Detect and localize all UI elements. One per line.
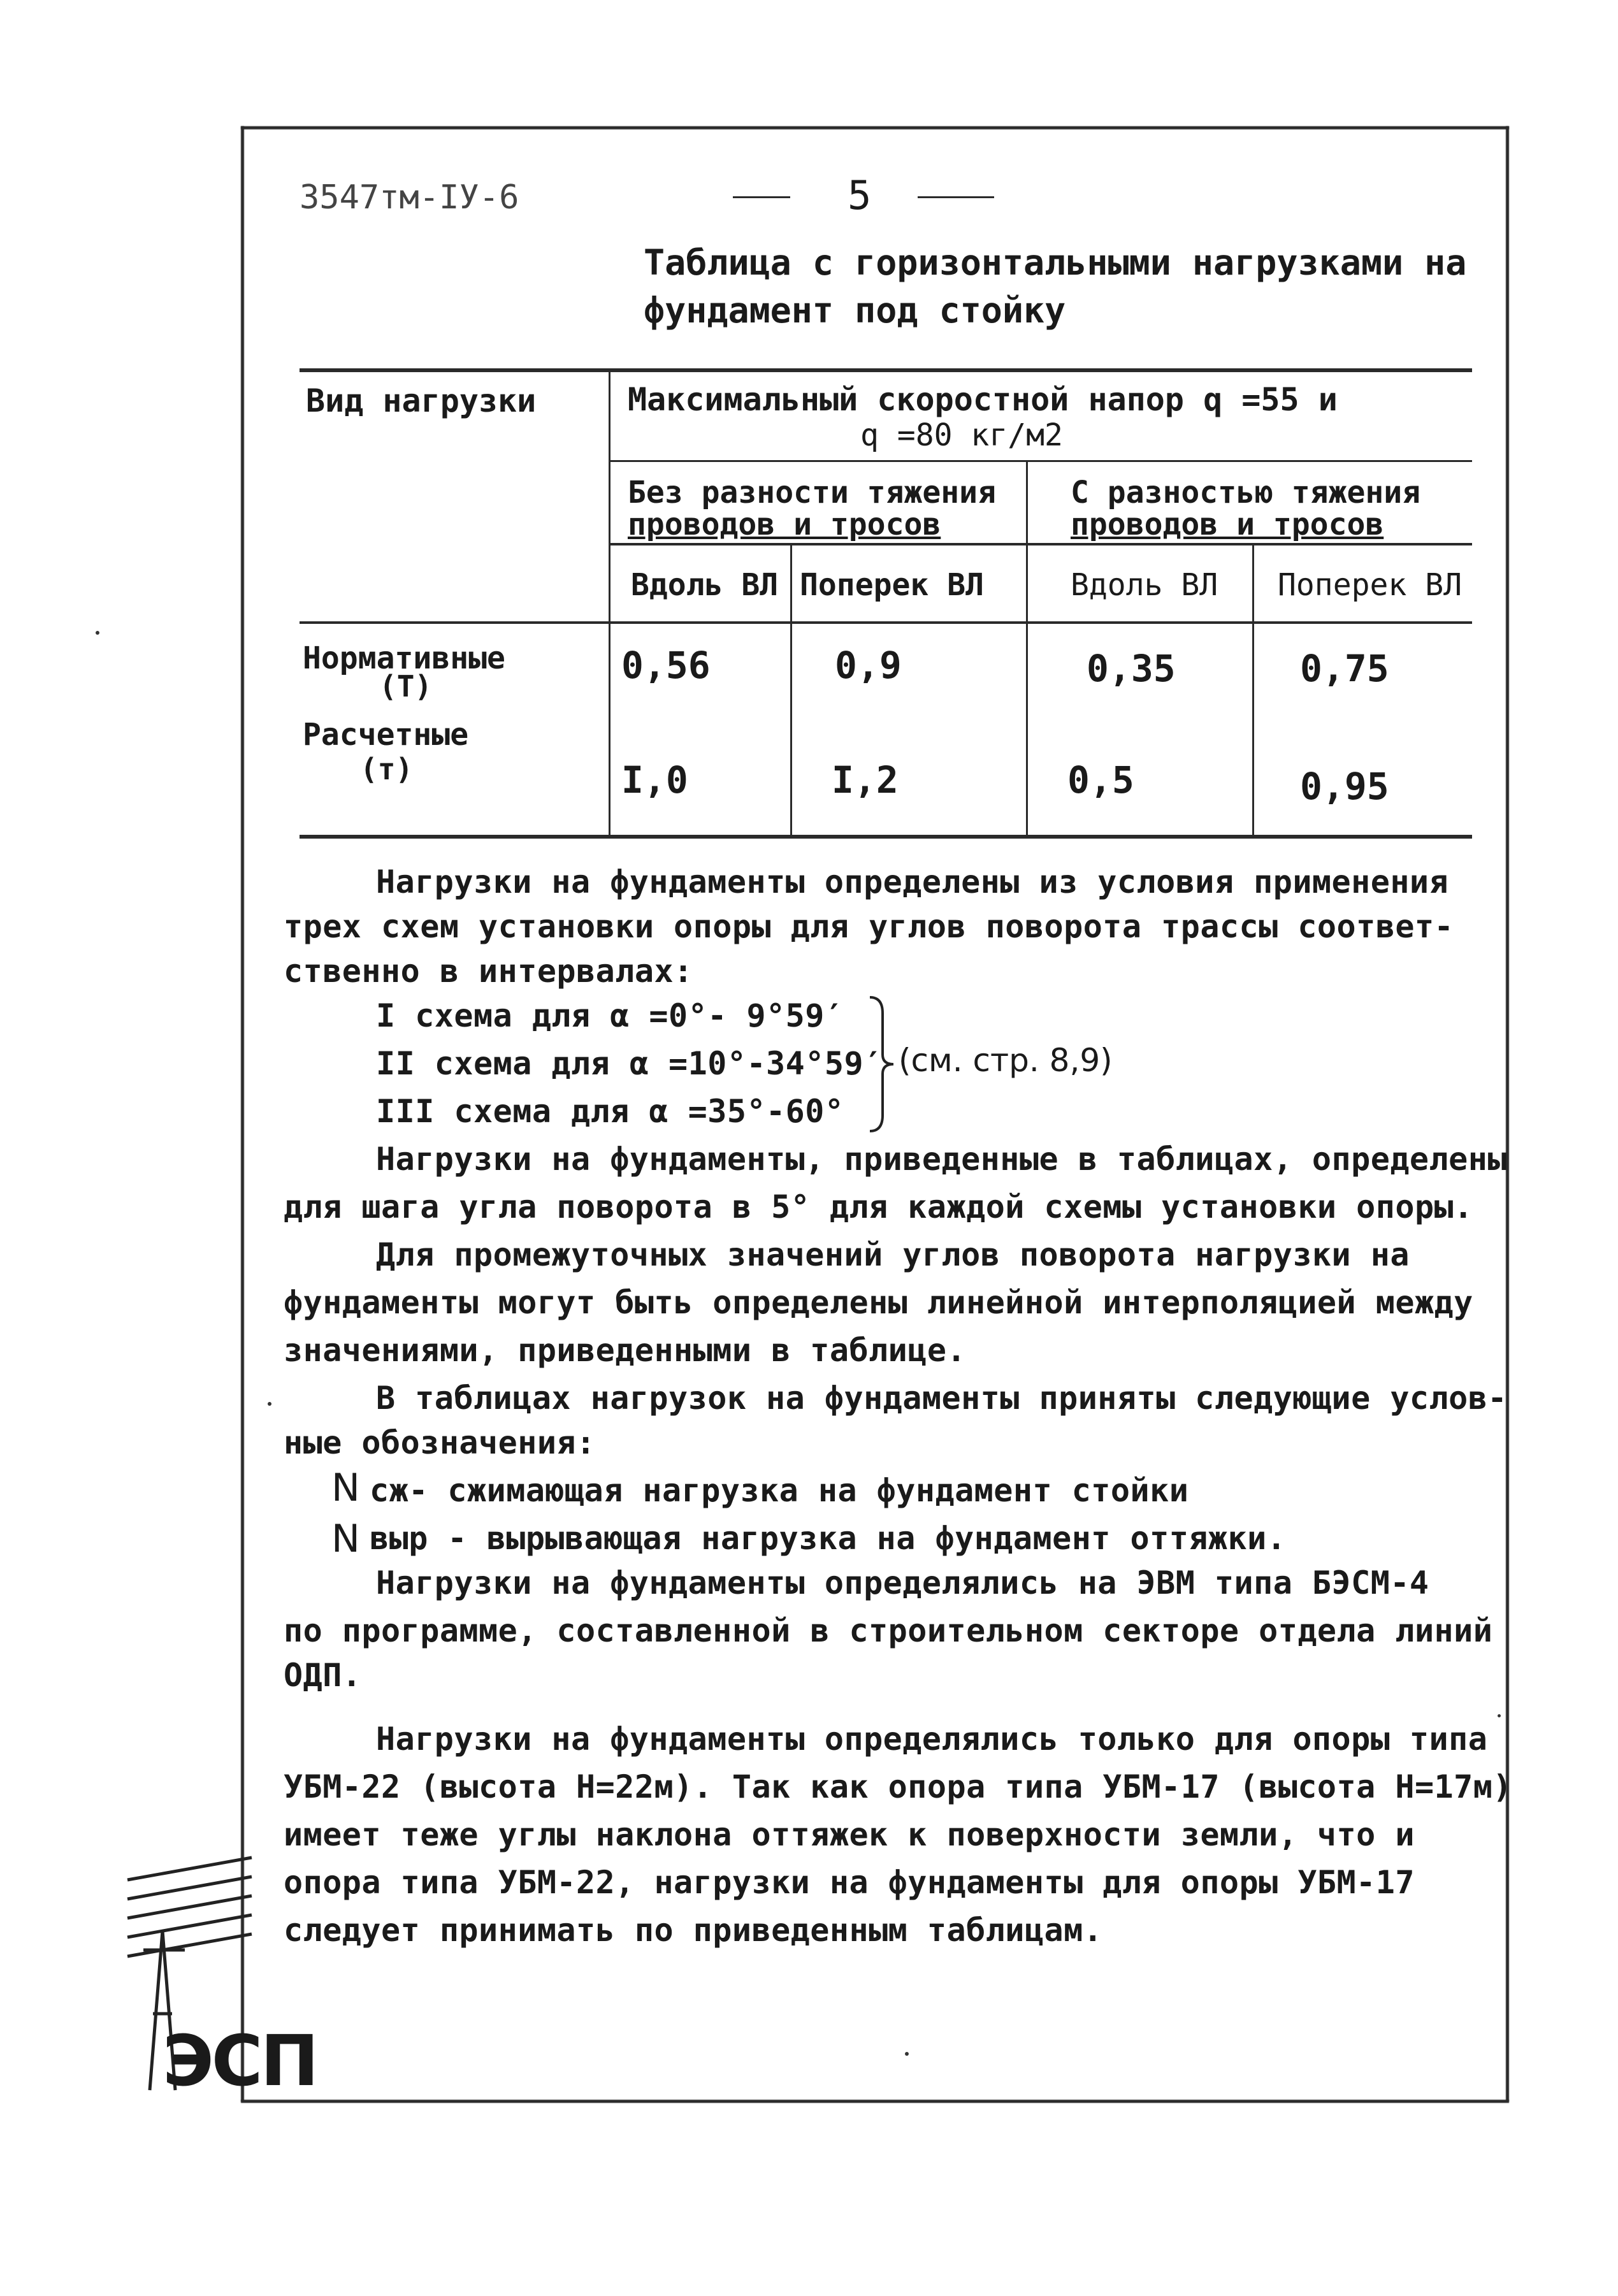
cell-normative-along-1: 0,56 <box>621 644 711 687</box>
paragraph-6-line-5: следует принимать по приведенным таблицам. <box>284 1912 1103 1949</box>
paragraph-3-line-3: значениями, приведенными в таблице. <box>284 1332 967 1369</box>
scheme-brace <box>867 994 899 1137</box>
paragraph-5-line-1: Нагрузки на фундаменты определялись на ЭВМ типа БЭСМ-4 <box>376 1564 1429 1601</box>
page-number-dash-right <box>918 196 994 198</box>
paragraph-2-line-2: для шага угла поворота в 5° для каждой схемы установки опоры. <box>284 1188 1473 1225</box>
paragraph-4-line-2: ные обозначения: <box>284 1424 596 1461</box>
cell-calculated-across-2: 0,95 <box>1300 765 1389 808</box>
sub-header-along-2: Вдоль ВЛ <box>1071 567 1218 603</box>
max-pressure-header-line1: Максимальный скоростной напор q =55 и <box>628 381 1338 418</box>
column-header-load-type: Вид нагрузки <box>306 382 537 419</box>
scheme-2: II схема для α =10°-34°59′ <box>376 1045 883 1082</box>
row-unit-calculated: (т) <box>360 752 414 786</box>
notation-1-text: сж- сжимающая нагрузка на фундамент стойки <box>370 1472 1189 1509</box>
max-pressure-header-line2: q =80 кг/м2 <box>860 417 1063 453</box>
paragraph-5-line-2: по программе, составленной в строительном секторе отдела линий <box>284 1612 1493 1649</box>
scheme-page-reference: (см. стр. 8,9) <box>899 1042 1113 1079</box>
notation-2-symbol: N <box>331 1517 360 1561</box>
paragraph-1-line-3: ственно в интервалах: <box>284 953 693 990</box>
scan-speck <box>905 2052 909 2056</box>
notation-1-symbol: N <box>331 1466 360 1510</box>
paragraph-6-line-2: УБМ-22 (высота Н=22м). Так как опора типа УБМ-17 (высота Н=17м) <box>284 1768 1512 1805</box>
cell-calculated-along-1: I,0 <box>621 758 688 802</box>
page-number-dash-left <box>733 196 790 198</box>
page-number: 5 <box>848 172 872 219</box>
paragraph-5-line-3: ОДП. <box>284 1657 362 1694</box>
scheme-3: III схема для α =35°-60° <box>376 1093 844 1130</box>
cell-normative-along-2: 0,35 <box>1087 647 1176 690</box>
esp-logo <box>124 1854 317 2102</box>
paragraph-6-line-3: имеет теже углы наклона оттяжек к поверхности земли, что и <box>284 1816 1415 1853</box>
sub-header-across-1: Поперек ВЛ <box>800 567 984 603</box>
paragraph-3-line-2: фундаменты могут быть определены линейной интерполяцией между <box>284 1284 1473 1321</box>
paragraph-3-line-1: Для промежуточных значений углов поворота нагрузки на <box>376 1236 1410 1273</box>
row-label-calculated: Расчетные <box>303 717 469 753</box>
table-title-line1: Таблица с горизонтальными нагрузками на <box>644 242 1467 283</box>
scheme-1: I схема для α =0°- 9°59′ <box>376 997 844 1034</box>
sub-header-along-1: Вдоль ВЛ <box>631 567 779 603</box>
paragraph-1-line-2: трех схем установки опоры для углов поворота трассы соответ- <box>284 908 1454 945</box>
cell-calculated-along-2: 0,5 <box>1067 758 1134 802</box>
group-header-with-difference-line2: проводов и тросов <box>1071 507 1384 542</box>
row-label-normative: Нормативные <box>303 640 505 676</box>
group-header-with-difference-line1: С разностью тяжения <box>1071 475 1421 510</box>
paragraph-6-line-4: опора типа УБМ-22, нагрузки на фундаменты для опоры УБМ-17 <box>284 1864 1415 1901</box>
notation-2-text: выр - вырывающая нагрузка на фундамент оттяжки. <box>370 1520 1287 1557</box>
group-header-without-difference-line2: проводов и тросов <box>628 507 941 542</box>
paragraph-1-line-1: Нагрузки на фундаменты определены из условия применения <box>376 863 1449 900</box>
row-unit-normative: (Т) <box>379 669 433 704</box>
cell-calculated-across-1: I,2 <box>832 758 899 802</box>
paragraph-6-line-1: Нагрузки на фундаменты определялись только для опоры типа <box>376 1721 1488 1758</box>
cell-normative-across-2: 0,75 <box>1300 647 1389 690</box>
sub-header-across-2: Поперек ВЛ <box>1278 567 1462 603</box>
group-header-without-difference-line1: Без разности тяжения <box>628 475 996 510</box>
paragraph-2-line-1: Нагрузки на фундаменты, приведенные в таблицах, определены <box>376 1141 1507 1178</box>
scan-speck <box>1498 1714 1501 1717</box>
scan-speck <box>96 631 99 635</box>
document-code: 3547тм-IУ-6 <box>300 178 519 217</box>
paragraph-4-line-1: В таблицах нагрузок на фундаменты приняты следующие услов- <box>376 1380 1507 1417</box>
table-title-line2: фундамент под стойку <box>644 290 1066 331</box>
scan-speck <box>268 1402 271 1406</box>
esp-logo-text: ЭСП <box>163 2020 317 2102</box>
cell-normative-across-1: 0,9 <box>835 644 902 687</box>
